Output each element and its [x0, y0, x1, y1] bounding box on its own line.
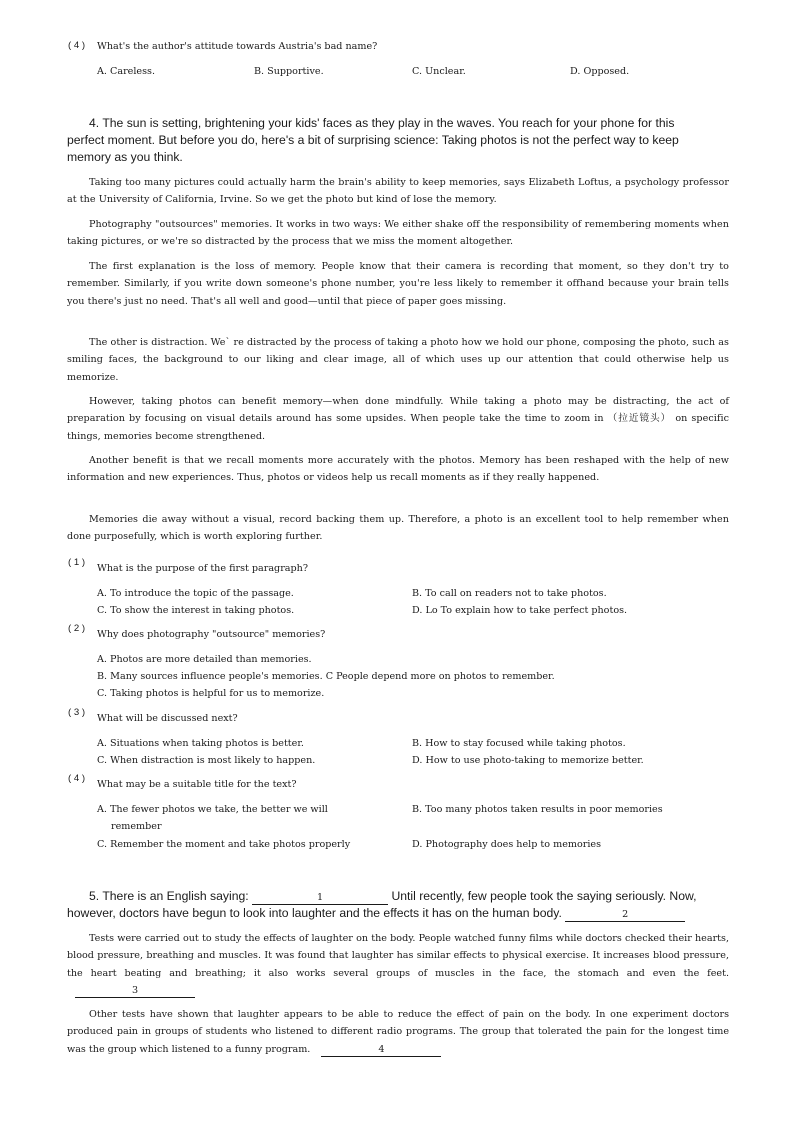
q3-option-b[interactable]: B. How to stay focused while taking photos.: [412, 738, 626, 749]
blank-3[interactable]: 3: [75, 985, 195, 998]
blank-2[interactable]: 2: [565, 909, 685, 922]
q2-stem: Why does photography "outsource" memories?: [97, 629, 326, 640]
prev-option-a[interactable]: A. Careless.: [97, 66, 155, 77]
passage5-line1-after: Until recently, few people took the saying seriously. Now,: [391, 889, 697, 903]
passage4-intro-line3: memory as you think.: [67, 150, 183, 164]
q3-option-d[interactable]: D. How to use photo-taking to memorize better.: [412, 755, 644, 766]
q2-option-b[interactable]: B. Many sources influence people's memories. C People depend more on photos to remember.: [97, 671, 555, 682]
q4-stem: What may be a suitable title for the text?: [97, 779, 297, 790]
q4-option-a-continued[interactable]: remember: [111, 821, 162, 832]
prev-option-c[interactable]: C. Unclear.: [412, 66, 466, 77]
passage5-line2-text: however, doctors have begun to look into laughter and the effects it has on the human body.: [67, 906, 562, 920]
q3-stem: What will be discussed next?: [97, 713, 238, 724]
passage4-paragraph-3: The first explanation is the loss of memory. People know that their camera is recording that moment, so they don't try to remember. Similarly, if you write down someone's phone number, you're less likely to remember it offhand because your brain tells you there's just no need. That's all well and good—until that piece of paper goes missing.: [67, 261, 729, 307]
passage4-paragraph-5: However, taking photos can benefit memory—when done mindfully. While taking a photo may be distracting, the act of preparation by focusing on visual details around has some upsides. When people take the time to zoom in （拉近镜头） on specific things, memories become strengthened.: [67, 396, 729, 442]
q1-number: ( 1 ): [68, 557, 86, 568]
prev-question-number: ( 4 ): [68, 40, 86, 51]
prev-option-d[interactable]: D. Opposed.: [570, 66, 630, 77]
q4-option-b[interactable]: B. Too many photos taken results in poor memories: [412, 804, 663, 815]
passage5-paragraph-1-text: Tests were carried out to study the effects of laughter on the body. People watched funny films while doctors checked their hearts, blood pressure, breathing and muscles. It was found that laughter has similar effects to physical exercise. It increases blood pressure, the heart beating and breathing; it also works several groups of muscles in the face, the stomach and even the feet.: [67, 933, 729, 979]
passage4-paragraph-2: Photography "outsources" memories. It works in two ways: We either shake off the responsibility of remembering moments when taking pictures, or we're so distracted by the process that we miss the moment altogether.: [67, 219, 729, 248]
passage4-intro-line2: perfect moment. But before you do, here's a bit of surprising science: Taking photos is not the perfect way to keep: [67, 133, 679, 147]
passage5-line1-text: 5. There is an English saying:: [89, 889, 249, 903]
q4-option-c[interactable]: C. Remember the moment and take photos properly: [97, 839, 351, 850]
q3-option-a[interactable]: A. Situations when taking photos is better.: [97, 738, 304, 749]
prev-question-stem: What's the author's attitude towards Austria's bad name?: [97, 41, 378, 52]
q2-number: ( 2 ): [68, 623, 86, 634]
passage4-paragraph-1: Taking too many pictures could actually harm the brain's ability to keep memories, says Elizabeth Loftus, a psychology professor at the University of California, Irvine. So we get the photo but kind of lose the memory.: [67, 177, 729, 206]
blank-1[interactable]: 1: [252, 892, 388, 905]
passage4-intro-line1: 4. The sun is setting, brightening your kids' faces as they play in the waves. You reach for your phone for this: [89, 116, 675, 130]
q4-option-d[interactable]: D. Photography does help to memories: [412, 839, 601, 850]
q4-option-a[interactable]: A. The fewer photos we take, the better we will: [97, 804, 328, 815]
q2-option-a[interactable]: A. Photos are more detailed than memories.: [97, 654, 312, 665]
q4-number: ( 4 ): [68, 773, 86, 784]
q1-option-b[interactable]: B. To call on readers not to take photos.: [412, 588, 607, 599]
q3-option-c[interactable]: C. When distraction is most likely to happen.: [97, 755, 316, 766]
passage5-paragraph-1: [67, 930, 729, 999]
q1-stem: What is the purpose of the first paragraph?: [97, 563, 308, 574]
blank-4[interactable]: 4: [321, 1044, 441, 1057]
q1-option-c[interactable]: C. To show the interest in taking photos.: [97, 605, 295, 616]
q1-option-d[interactable]: D. Lo To explain how to take perfect photos.: [412, 605, 628, 616]
prev-option-b[interactable]: B. Supportive.: [254, 66, 324, 77]
passage5-line1: [89, 888, 697, 905]
q3-number: ( 3 ): [68, 707, 86, 718]
passage5-paragraph-2: [67, 1006, 729, 1058]
passage5-line2: [67, 905, 685, 922]
passage4-paragraph-6: Another benefit is that we recall moments more accurately with the photos. Memory has been reshaped with the help of new information and new experiences. Thus, photos or videos help us recall moments as if they really happened.: [67, 455, 729, 484]
q1-option-a[interactable]: A. To introduce the topic of the passage.: [97, 588, 294, 599]
passage5-paragraph-2-text: Other tests have shown that laughter appears to be able to reduce the effect of pain on the body. In one experiment doctors produced pain in groups of students who listened to different radio programs. The group that tolerated the pain for the longest time was the group which listened to a funny program.: [67, 1009, 729, 1055]
passage4-paragraph-4: The other is distraction. We` re distracted by the process of taking a photo how we hold our phone, composing the photo, such as smiling faces, the background to our liking and clear image, all of which uses up our attention that could otherwise help us memorize.: [67, 337, 729, 383]
passage4-paragraph-7: Memories die away without a visual, record backing them up. Therefore, a photo is an excellent tool to help remember when done purposefully, which is worth exploring further.: [67, 514, 729, 543]
q2-option-c[interactable]: C. Taking photos is helpful for us to memorize.: [97, 688, 325, 699]
